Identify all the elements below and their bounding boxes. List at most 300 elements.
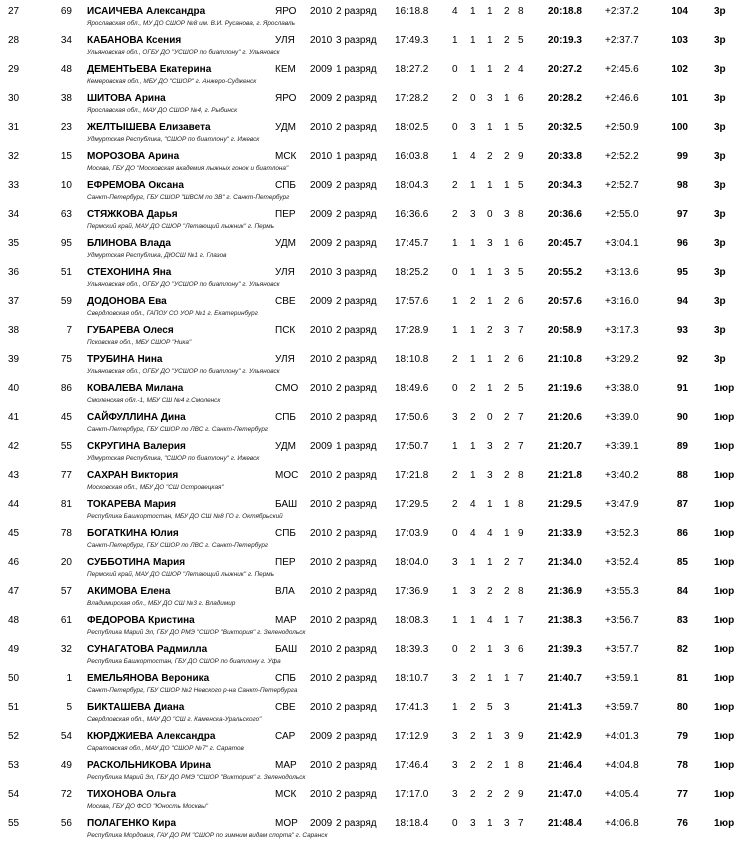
athlete-club: Псковская обл., МБУ СШОР "Ника" (87, 339, 192, 346)
table-row (0, 3, 750, 32)
result-time-cell: 20:34.3 (548, 180, 582, 191)
birth-year-cell: 2010 (310, 267, 333, 278)
time-gap-cell: +3:55.3 (605, 586, 639, 597)
region-cell: МСК (275, 789, 297, 800)
penalty-1-cell: 3 (452, 412, 458, 423)
start-time-cell: 17:29.5 (395, 499, 429, 510)
sport-rank-cell: 2 разряд (336, 354, 377, 365)
birth-year-cell: 2010 (310, 586, 333, 597)
penalty-total-cell: 6 (518, 296, 524, 307)
points-cell: 103 (671, 35, 688, 46)
athlete-club: Санкт-Петербург, ГБУ СШОР №2 Невского р-на Санкт-Петербурга (87, 687, 298, 694)
penalty-2-cell: 1 (470, 35, 476, 46)
penalty-4-cell: 2 (504, 557, 510, 568)
penalty-1-cell: 2 (452, 209, 458, 220)
athlete-name: СУББОТИНА Мария (87, 557, 186, 568)
penalty-total-cell: 9 (518, 731, 524, 742)
penalty-3-cell: 0 (487, 209, 493, 220)
penalty-3-cell: 1 (487, 557, 493, 568)
table-row (0, 177, 750, 206)
bib-cell: 20 (60, 557, 72, 568)
start-time-cell: 16:18.8 (395, 6, 429, 17)
table-row (0, 322, 750, 351)
birth-year-cell: 2010 (310, 673, 333, 684)
bib-cell: 77 (60, 470, 72, 481)
table-row (0, 32, 750, 61)
athlete-club: Удмуртская Республика, "СШОР по биатлону" г. Ижевск (87, 136, 260, 143)
sport-rank-cell: 2 разряд (336, 644, 377, 655)
result-time-cell: 21:29.5 (548, 499, 582, 510)
penalty-3-cell: 2 (487, 789, 493, 800)
athlete-name: БИКТАШЕВА Диана (87, 702, 185, 713)
bib-cell: 54 (60, 731, 72, 742)
birth-year-cell: 2010 (310, 151, 333, 162)
region-cell: УДМ (275, 238, 297, 249)
table-row (0, 728, 750, 757)
bib-cell: 95 (60, 238, 72, 249)
table-row (0, 641, 750, 670)
penalty-2-cell: 4 (470, 528, 476, 539)
athlete-club: Свердловская обл., МАУ ДО "СШ г. Каменска-Уральского" (87, 716, 262, 723)
bib-cell: 57 (60, 586, 72, 597)
penalty-4-cell: 2 (504, 151, 510, 162)
time-gap-cell: +3:16.0 (605, 296, 639, 307)
penalty-3-cell: 2 (487, 760, 493, 771)
rank-level-cell: 3р (714, 93, 726, 104)
rank-cell: 42 (8, 441, 20, 452)
rank-level-cell: 3р (714, 6, 726, 17)
birth-year-cell: 2009 (310, 441, 333, 452)
athlete-club: Ульяновская обл., ОГБУ ДО "УСШОР по биатлону" г. Ульяновск (87, 281, 280, 288)
points-cell: 90 (676, 412, 688, 423)
table-row (0, 61, 750, 90)
bib-cell: 63 (60, 209, 72, 220)
points-cell: 102 (671, 64, 688, 75)
birth-year-cell: 2010 (310, 644, 333, 655)
birth-year-cell: 2009 (310, 93, 333, 104)
penalty-2-cell: 1 (470, 441, 476, 452)
table-row (0, 235, 750, 264)
penalty-2-cell: 4 (470, 499, 476, 510)
rank-cell: 29 (8, 64, 20, 75)
athlete-club: Свердловская обл., ГАПОУ СО УОР №1 г. Екатеринбург (87, 310, 258, 317)
result-time-cell: 20:18.8 (548, 6, 582, 17)
athlete-club: Пермский край, МАУ ДО СШОР "Летающий лыжник" г. Пермь (87, 571, 274, 578)
start-time-cell: 17:17.0 (395, 789, 429, 800)
sport-rank-cell: 2 разряд (336, 673, 377, 684)
birth-year-cell: 2010 (310, 499, 333, 510)
time-gap-cell: +3:47.9 (605, 499, 639, 510)
penalty-total-cell: 7 (518, 412, 524, 423)
points-cell: 82 (676, 644, 688, 655)
rank-level-cell: 3р (714, 180, 726, 191)
points-cell: 86 (676, 528, 688, 539)
athlete-club: Саратовская обл., МАУ ДО "СШОР №7" г. Саратов (87, 745, 244, 752)
penalty-total-cell: 4 (518, 64, 524, 75)
rank-level-cell: 1юр (714, 586, 735, 597)
penalty-1-cell: 3 (452, 673, 458, 684)
table-row (0, 264, 750, 293)
points-cell: 79 (676, 731, 688, 742)
table-row (0, 815, 750, 844)
athlete-name: СУНАГАТОВА Радмилла (87, 644, 208, 655)
table-row (0, 670, 750, 699)
time-gap-cell: +4:05.4 (605, 789, 639, 800)
birth-year-cell: 2010 (310, 760, 333, 771)
rank-level-cell: 3р (714, 296, 726, 307)
penalty-1-cell: 0 (452, 122, 458, 133)
rank-cell: 36 (8, 267, 20, 278)
athlete-name: ГУБАРЕВА Олеся (87, 325, 174, 336)
start-time-cell: 17:36.9 (395, 586, 429, 597)
rank-cell: 44 (8, 499, 20, 510)
result-time-cell: 21:19.6 (548, 383, 582, 394)
start-time-cell: 17:41.3 (395, 702, 429, 713)
rank-level-cell: 1юр (714, 673, 735, 684)
time-gap-cell: +4:04.8 (605, 760, 639, 771)
table-row (0, 206, 750, 235)
penalty-2-cell: 4 (470, 151, 476, 162)
region-cell: СВЕ (275, 296, 296, 307)
penalty-total-cell: 8 (518, 209, 524, 220)
table-row (0, 90, 750, 119)
rank-cell: 37 (8, 296, 20, 307)
sport-rank-cell: 2 разряд (336, 789, 377, 800)
time-gap-cell: +2:50.9 (605, 122, 639, 133)
bib-cell: 32 (60, 644, 72, 655)
sport-rank-cell: 2 разряд (336, 731, 377, 742)
penalty-total-cell: 5 (518, 383, 524, 394)
bib-cell: 5 (66, 702, 72, 713)
sport-rank-cell: 2 разряд (336, 412, 377, 423)
time-gap-cell: +3:52.4 (605, 557, 639, 568)
start-time-cell: 17:03.9 (395, 528, 429, 539)
birth-year-cell: 2010 (310, 470, 333, 481)
athlete-name: СКРУГИНА Валерия (87, 441, 186, 452)
bib-cell: 23 (60, 122, 72, 133)
rank-level-cell: 1юр (714, 615, 735, 626)
points-cell: 96 (676, 238, 688, 249)
region-cell: СМО (275, 383, 299, 394)
penalty-1-cell: 1 (452, 296, 458, 307)
penalty-4-cell: 1 (504, 238, 510, 249)
athlete-club: Удмуртская Республика, ДЮСШ №1 г. Глазов (87, 252, 227, 259)
penalty-2-cell: 2 (470, 296, 476, 307)
penalty-4-cell: 3 (504, 818, 510, 829)
time-gap-cell: +3:56.7 (605, 615, 639, 626)
region-cell: УЛЯ (275, 267, 295, 278)
birth-year-cell: 2009 (310, 209, 333, 220)
penalty-3-cell: 4 (487, 615, 493, 626)
birth-year-cell: 2010 (310, 122, 333, 133)
penalty-2-cell: 1 (470, 267, 476, 278)
rank-cell: 51 (8, 702, 20, 713)
points-cell: 95 (676, 267, 688, 278)
region-cell: СПБ (275, 673, 296, 684)
penalty-4-cell: 2 (504, 789, 510, 800)
rank-level-cell: 3р (714, 64, 726, 75)
penalty-total-cell: 7 (518, 325, 524, 336)
penalty-2-cell: 2 (470, 731, 476, 742)
points-cell: 97 (676, 209, 688, 220)
penalty-total-cell: 5 (518, 35, 524, 46)
region-cell: БАШ (275, 644, 298, 655)
result-time-cell: 21:10.8 (548, 354, 582, 365)
result-time-cell: 20:28.2 (548, 93, 582, 104)
athlete-name: ИСАИЧЕВА Александра (87, 6, 206, 17)
penalty-total-cell: 6 (518, 93, 524, 104)
penalty-1-cell: 1 (452, 35, 458, 46)
penalty-4-cell: 2 (504, 35, 510, 46)
bib-cell: 1 (66, 673, 72, 684)
start-time-cell: 18:10.7 (395, 673, 429, 684)
bib-cell: 75 (60, 354, 72, 365)
time-gap-cell: +2:46.6 (605, 93, 639, 104)
penalty-total-cell: 9 (518, 528, 524, 539)
penalty-2-cell: 3 (470, 209, 476, 220)
penalty-4-cell: 3 (504, 644, 510, 655)
rank-level-cell: 3р (714, 238, 726, 249)
rank-cell: 33 (8, 180, 20, 191)
penalty-1-cell: 3 (452, 557, 458, 568)
start-time-cell: 18:18.4 (395, 818, 429, 829)
rank-cell: 30 (8, 93, 20, 104)
athlete-name: АКИМОВА Елена (87, 586, 171, 597)
result-time-cell: 21:42.9 (548, 731, 582, 742)
region-cell: СПБ (275, 180, 296, 191)
sport-rank-cell: 2 разряд (336, 557, 377, 568)
penalty-3-cell: 1 (487, 267, 493, 278)
athlete-name: КЮРДЖИЕВА Александра (87, 731, 216, 742)
table-row (0, 119, 750, 148)
penalty-total-cell: 5 (518, 180, 524, 191)
time-gap-cell: +2:45.6 (605, 64, 639, 75)
start-time-cell: 17:50.7 (395, 441, 429, 452)
penalty-4-cell: 1 (504, 528, 510, 539)
table-row (0, 583, 750, 612)
athlete-club: Санкт-Петербург, ГБУ СШОР по ЛВС г. Санкт-Петербург (87, 542, 269, 549)
athlete-name: ШИТОВА Арина (87, 93, 166, 104)
penalty-2-cell: 2 (470, 412, 476, 423)
penalty-1-cell: 0 (452, 383, 458, 394)
result-time-cell: 21:34.0 (548, 557, 582, 568)
points-cell: 99 (676, 151, 688, 162)
rank-level-cell: 1юр (714, 499, 735, 510)
penalty-1-cell: 1 (452, 238, 458, 249)
points-cell: 85 (676, 557, 688, 568)
table-row (0, 380, 750, 409)
penalty-total-cell: 8 (518, 760, 524, 771)
table-row (0, 699, 750, 728)
penalty-3-cell: 1 (487, 354, 493, 365)
start-time-cell: 17:57.6 (395, 296, 429, 307)
time-gap-cell: +2:37.7 (605, 35, 639, 46)
sport-rank-cell: 2 разряд (336, 528, 377, 539)
sport-rank-cell: 2 разряд (336, 615, 377, 626)
points-cell: 104 (671, 6, 688, 17)
penalty-4-cell: 2 (504, 586, 510, 597)
penalty-total-cell: 8 (518, 586, 524, 597)
time-gap-cell: +2:55.0 (605, 209, 639, 220)
start-time-cell: 17:28.2 (395, 93, 429, 104)
rank-cell: 35 (8, 238, 20, 249)
rank-cell: 41 (8, 412, 20, 423)
region-cell: КЕМ (275, 64, 296, 75)
bib-cell: 51 (60, 267, 72, 278)
rank-level-cell: 1юр (714, 731, 735, 742)
penalty-4-cell: 3 (504, 325, 510, 336)
rank-level-cell: 1юр (714, 818, 735, 829)
start-time-cell: 18:02.5 (395, 122, 429, 133)
penalty-total-cell: 7 (518, 615, 524, 626)
bib-cell: 86 (60, 383, 72, 394)
penalty-3-cell: 1 (487, 644, 493, 655)
time-gap-cell: +4:01.3 (605, 731, 639, 742)
points-cell: 80 (676, 702, 688, 713)
birth-year-cell: 2010 (310, 702, 333, 713)
penalty-1-cell: 1 (452, 151, 458, 162)
penalty-3-cell: 5 (487, 702, 493, 713)
bib-cell: 61 (60, 615, 72, 626)
penalty-2-cell: 1 (470, 238, 476, 249)
rank-level-cell: 3р (714, 267, 726, 278)
result-time-cell: 20:45.7 (548, 238, 582, 249)
athlete-name: САЙФУЛЛИНА Дина (87, 412, 186, 423)
penalty-4-cell: 3 (504, 209, 510, 220)
start-time-cell: 18:08.3 (395, 615, 429, 626)
penalty-4-cell: 2 (504, 296, 510, 307)
bib-cell: 78 (60, 528, 72, 539)
birth-year-cell: 2010 (310, 412, 333, 423)
rank-cell: 49 (8, 644, 20, 655)
points-cell: 98 (676, 180, 688, 191)
rank-level-cell: 1юр (714, 789, 735, 800)
penalty-2-cell: 0 (470, 93, 476, 104)
birth-year-cell: 2010 (310, 789, 333, 800)
region-cell: МСК (275, 151, 297, 162)
bib-cell: 49 (60, 760, 72, 771)
time-gap-cell: +3:59.7 (605, 702, 639, 713)
penalty-4-cell: 1 (504, 93, 510, 104)
penalty-total-cell: 6 (518, 238, 524, 249)
result-time-cell: 21:38.3 (548, 615, 582, 626)
result-time-cell: 20:19.3 (548, 35, 582, 46)
penalty-1-cell: 1 (452, 702, 458, 713)
athlete-club: Ярославская обл., МУ ДО СШОР №8 им. В.И. Русанова, г. Ярославль (87, 20, 295, 27)
region-cell: СПБ (275, 528, 296, 539)
time-gap-cell: +3:04.1 (605, 238, 639, 249)
sport-rank-cell: 2 разряд (336, 760, 377, 771)
athlete-name: ТОКАРЕВА Мария (87, 499, 177, 510)
region-cell: МАР (275, 615, 297, 626)
table-row (0, 438, 750, 467)
rank-level-cell: 1юр (714, 383, 735, 394)
result-time-cell: 20:55.2 (548, 267, 582, 278)
rank-cell: 55 (8, 818, 20, 829)
penalty-2-cell: 1 (470, 6, 476, 17)
rank-cell: 39 (8, 354, 20, 365)
rank-cell: 38 (8, 325, 20, 336)
penalty-total-cell: 7 (518, 673, 524, 684)
penalty-3-cell: 1 (487, 122, 493, 133)
region-cell: БАШ (275, 499, 298, 510)
athlete-name: СТЯЖКОВА Дарья (87, 209, 178, 220)
time-gap-cell: +3:39.0 (605, 412, 639, 423)
penalty-total-cell: 7 (518, 441, 524, 452)
start-time-cell: 17:45.7 (395, 238, 429, 249)
rank-level-cell: 1юр (714, 557, 735, 568)
penalty-1-cell: 2 (452, 354, 458, 365)
penalty-4-cell: 3 (504, 731, 510, 742)
rank-cell: 46 (8, 557, 20, 568)
penalty-total-cell: 6 (518, 644, 524, 655)
result-time-cell: 21:48.4 (548, 818, 582, 829)
athlete-club: Пермский край, МАУ ДО СШОР "Летающий лыжник" г. Пермь (87, 223, 274, 230)
penalty-2-cell: 3 (470, 122, 476, 133)
penalty-1-cell: 2 (452, 180, 458, 191)
points-cell: 84 (676, 586, 688, 597)
result-time-cell: 20:57.6 (548, 296, 582, 307)
birth-year-cell: 2010 (310, 528, 333, 539)
region-cell: ПЕР (275, 209, 296, 220)
result-time-cell: 20:58.9 (548, 325, 582, 336)
penalty-1-cell: 1 (452, 586, 458, 597)
rank-cell: 27 (8, 6, 20, 17)
time-gap-cell: +3:13.6 (605, 267, 639, 278)
penalty-2-cell: 2 (470, 644, 476, 655)
athlete-club: Московская обл., МБУ ДО "СШ Островецкая" (87, 484, 224, 491)
penalty-3-cell: 1 (487, 383, 493, 394)
athlete-name: БОГАТКИНА Юлия (87, 528, 179, 539)
birth-year-cell: 2009 (310, 818, 333, 829)
penalty-1-cell: 2 (452, 470, 458, 481)
sport-rank-cell: 2 разряд (336, 702, 377, 713)
penalty-1-cell: 0 (452, 528, 458, 539)
rank-cell: 52 (8, 731, 20, 742)
rank-level-cell: 3р (714, 325, 726, 336)
penalty-4-cell: 2 (504, 412, 510, 423)
penalty-4-cell: 2 (504, 354, 510, 365)
penalty-3-cell: 1 (487, 673, 493, 684)
penalty-3-cell: 2 (487, 151, 493, 162)
rank-level-cell: 3р (714, 151, 726, 162)
sport-rank-cell: 2 разряд (336, 93, 377, 104)
birth-year-cell: 2010 (310, 615, 333, 626)
points-cell: 78 (676, 760, 688, 771)
bib-cell: 48 (60, 64, 72, 75)
start-time-cell: 17:50.6 (395, 412, 429, 423)
rank-level-cell: 3р (714, 354, 726, 365)
athlete-name: РАСКОЛЬНИКОВА Ирина (87, 760, 211, 771)
result-time-cell: 21:36.9 (548, 586, 582, 597)
region-cell: САР (275, 731, 296, 742)
bib-cell: 69 (60, 6, 72, 17)
penalty-3-cell: 0 (487, 412, 493, 423)
start-time-cell: 18:39.3 (395, 644, 429, 655)
penalty-1-cell: 1 (452, 615, 458, 626)
table-row (0, 148, 750, 177)
time-gap-cell: +2:52.7 (605, 180, 639, 191)
result-time-cell: 21:20.7 (548, 441, 582, 452)
result-time-cell: 21:20.6 (548, 412, 582, 423)
sport-rank-cell: 2 разряд (336, 238, 377, 249)
region-cell: УДМ (275, 122, 297, 133)
athlete-name: ЖЕЛТЫШЕВА Елизавета (87, 122, 211, 133)
sport-rank-cell: 2 разряд (336, 209, 377, 220)
penalty-3-cell: 3 (487, 93, 493, 104)
region-cell: УЛЯ (275, 354, 295, 365)
penalty-2-cell: 1 (470, 64, 476, 75)
